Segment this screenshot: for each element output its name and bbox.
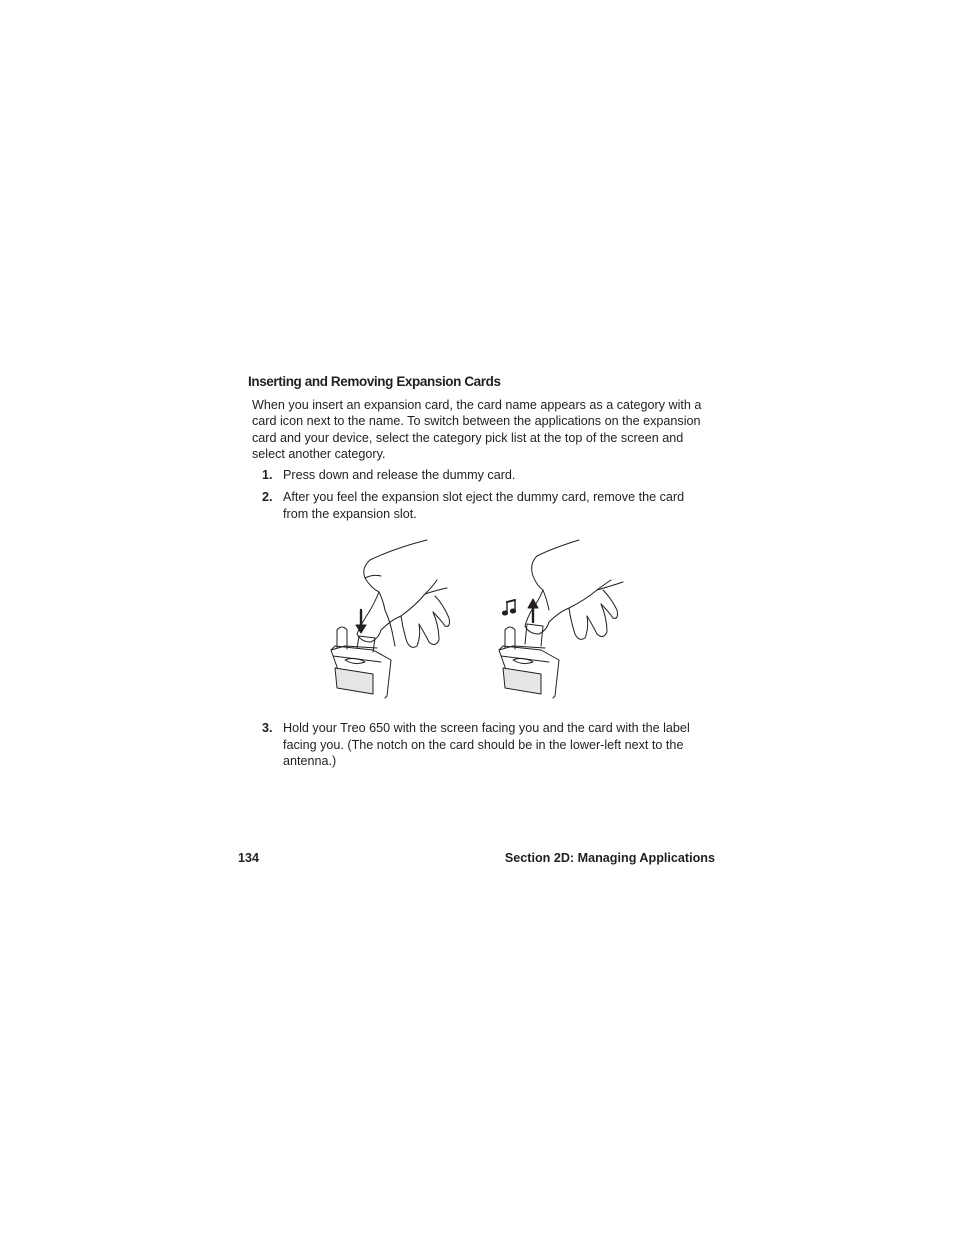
step-line: from the expansion slot.: [283, 506, 417, 521]
step-line: antenna.): [283, 754, 337, 769]
step-text: [283, 720, 723, 770]
hand-drawing: [525, 540, 623, 639]
step-number: 1.: [262, 468, 273, 482]
intro-line: card and your device, select the category pick list at the top of the screen and: [252, 430, 684, 445]
down-arrow-icon: [356, 610, 366, 633]
device-drawing: [499, 624, 559, 698]
device-drawing: [331, 627, 391, 698]
section-title: Section 2D: Managing Applications: [504, 851, 715, 865]
music-note-icon: [503, 600, 516, 615]
step-line: facing you. (The notch on the card should be in the lower-left next to the: [283, 737, 684, 752]
step-text: [283, 489, 723, 522]
intro-paragraph: [252, 397, 722, 463]
page-number: 134: [238, 851, 260, 865]
step-line: Press down and release the dummy card.: [283, 468, 516, 482]
section-heading: Inserting and Removing Expansion Cards: [248, 374, 501, 389]
press-down-illustration: [331, 540, 450, 698]
step-number: 3.: [262, 721, 273, 735]
eject-illustration: [499, 540, 623, 698]
intro-line: When you insert an expansion card, the card name appears as a category with a: [252, 398, 702, 412]
hand-drawing: [357, 540, 450, 647]
expansion-card-illustration: [325, 538, 635, 700]
step-line: After you feel the expansion slot eject the dummy card, remove the card: [283, 490, 685, 504]
step-text: [283, 467, 723, 484]
intro-line: card icon next to the name. To switch between the applications on the expansion: [252, 414, 701, 429]
intro-line: select another category.: [252, 447, 386, 462]
step-number: 2.: [262, 490, 273, 504]
step-line: Hold your Treo 650 with the screen facing you and the card with the label: [283, 721, 690, 735]
